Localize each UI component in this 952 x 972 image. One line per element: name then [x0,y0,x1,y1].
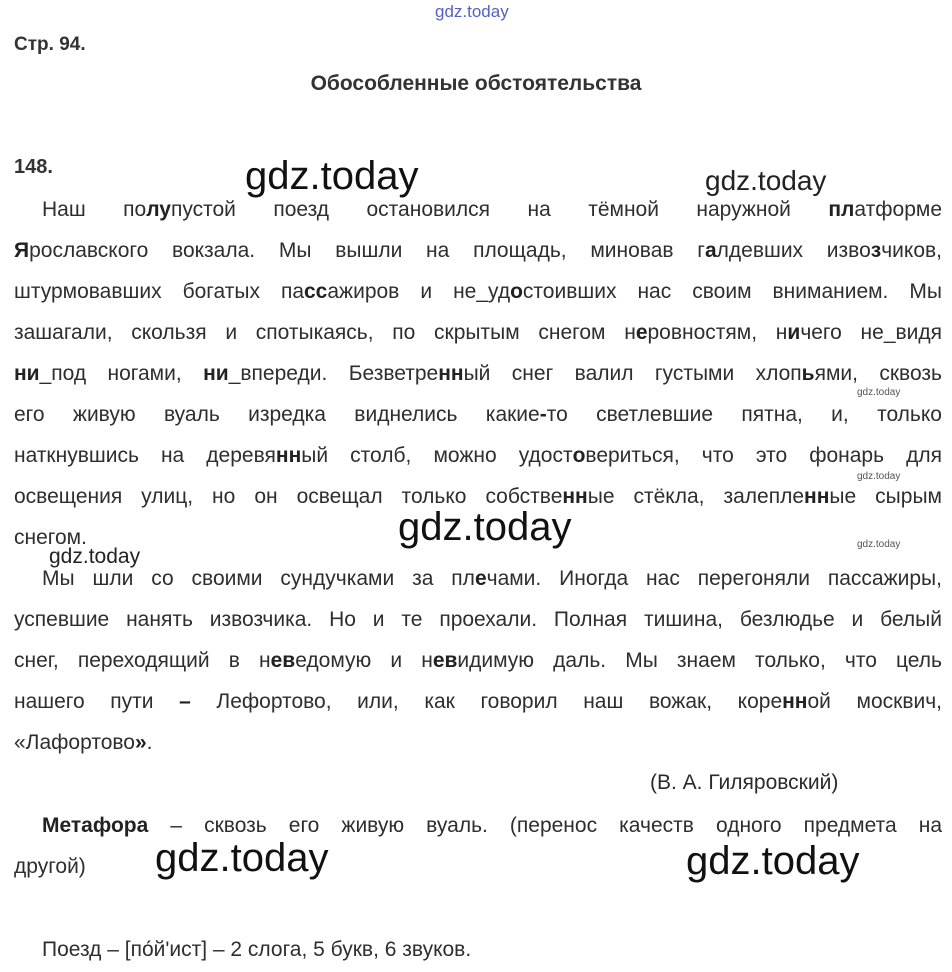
bold-highlight: лу [146,198,171,221]
text-line: наткнувшись на деревянный столб, можно удостовериться, что это фонарь для [14,444,942,467]
bold-highlight: е [635,321,648,344]
bold-highlight: з [870,239,882,262]
bold-highlight: о [510,280,523,303]
bold-highlight: Я [14,239,30,262]
bold-highlight: а [704,239,717,262]
watermark: gdz.today [857,539,901,550]
metaphor-line: другой) [14,855,86,878]
watermark-top: gdz.today [435,2,509,21]
text-line: Ярославского вокзала. Мы вышли на площадь, миновав галдевших извозчиков, [14,239,942,262]
bold-highlight: ь [801,362,815,385]
bold-highlight: о [572,444,586,467]
bold-highlight: и [787,321,801,344]
bold-highlight: ев [270,649,296,672]
author-attribution: (В. А. Гиляровский) [650,771,839,794]
text-line: снег, переходящий в неведомую и невидимую даль. Мы знаем только, что цель [14,649,942,672]
bold-highlight: нн [275,444,302,467]
bold-highlight: » [134,731,147,754]
watermark: gdz.today [705,165,827,196]
bold-highlight: нн [438,362,464,385]
watermark: gdz.today [857,471,901,482]
bold-highlight: нн [782,690,808,713]
bold-highlight: ни [14,362,40,385]
bold-highlight: Метафора [42,814,149,837]
metaphor-line: Метафора – сквозь его живую вуаль. (перенос качеств одного предмета на [42,814,942,837]
page-number: Стр. 94. [14,34,86,55]
watermark: gdz.today [686,839,860,883]
bold-highlight: ни [203,362,229,385]
text-line: зашагали, скользя и спотыкаясь, по скрытым снегом неровностям, ничего не_видя [14,321,943,344]
watermark: gdz.today [245,154,419,198]
text-line: успевшие нанять извозчика. Но и те проехали. Полная тишина, безлюдье и белый [14,608,942,631]
section-heading: Обособленные обстоятельства [310,72,642,95]
text-line: ни_под ногами, ни_впереди. Безветренный снег валил густыми хлопьями, сквозь [14,362,942,385]
watermark: gdz.today [155,836,329,880]
watermark: gdz.today [49,545,141,568]
bold-highlight: - [539,403,547,426]
bold-highlight: нн [562,485,588,508]
text-line: освещения улиц, но он освещал только собственные стёкла, залепленные сырым [14,485,942,508]
text-line: снегом. [14,526,87,549]
watermark: gdz.today [398,505,572,549]
watermark: gdz.today [857,387,901,398]
bold-highlight: сс [304,280,328,303]
exercise-number: 148. [14,156,53,178]
bold-highlight: е [474,567,487,590]
text-line: «Лафортово». [14,731,153,754]
text-line: Наш полупустой поезд остановился на тёмной наружной платформе [42,198,942,221]
bold-highlight: пл [828,198,855,221]
bold-highlight: – [179,690,191,713]
text-line: Мы шли со своими сундучками за плечами. Иногда нас перегоняли пассажиры, [42,567,942,590]
bold-highlight: ев [432,649,458,672]
phonetic-analysis: Поезд – [по́й'ист] – 2 слога, 5 букв, 6 звуков. [42,938,472,961]
text-line: нашего пути – Лефортово, или, как говорил наш вожак, коренной москвич, [14,690,942,713]
text-line: штурмовавших богатых пассажиров и не_удостоивших нас своим вниманием. Мы [14,280,942,303]
text-line: его живую вуаль изредка виднелись какие-то светлевшие пятна, и, только [14,403,942,426]
bold-highlight: нн [804,485,830,508]
